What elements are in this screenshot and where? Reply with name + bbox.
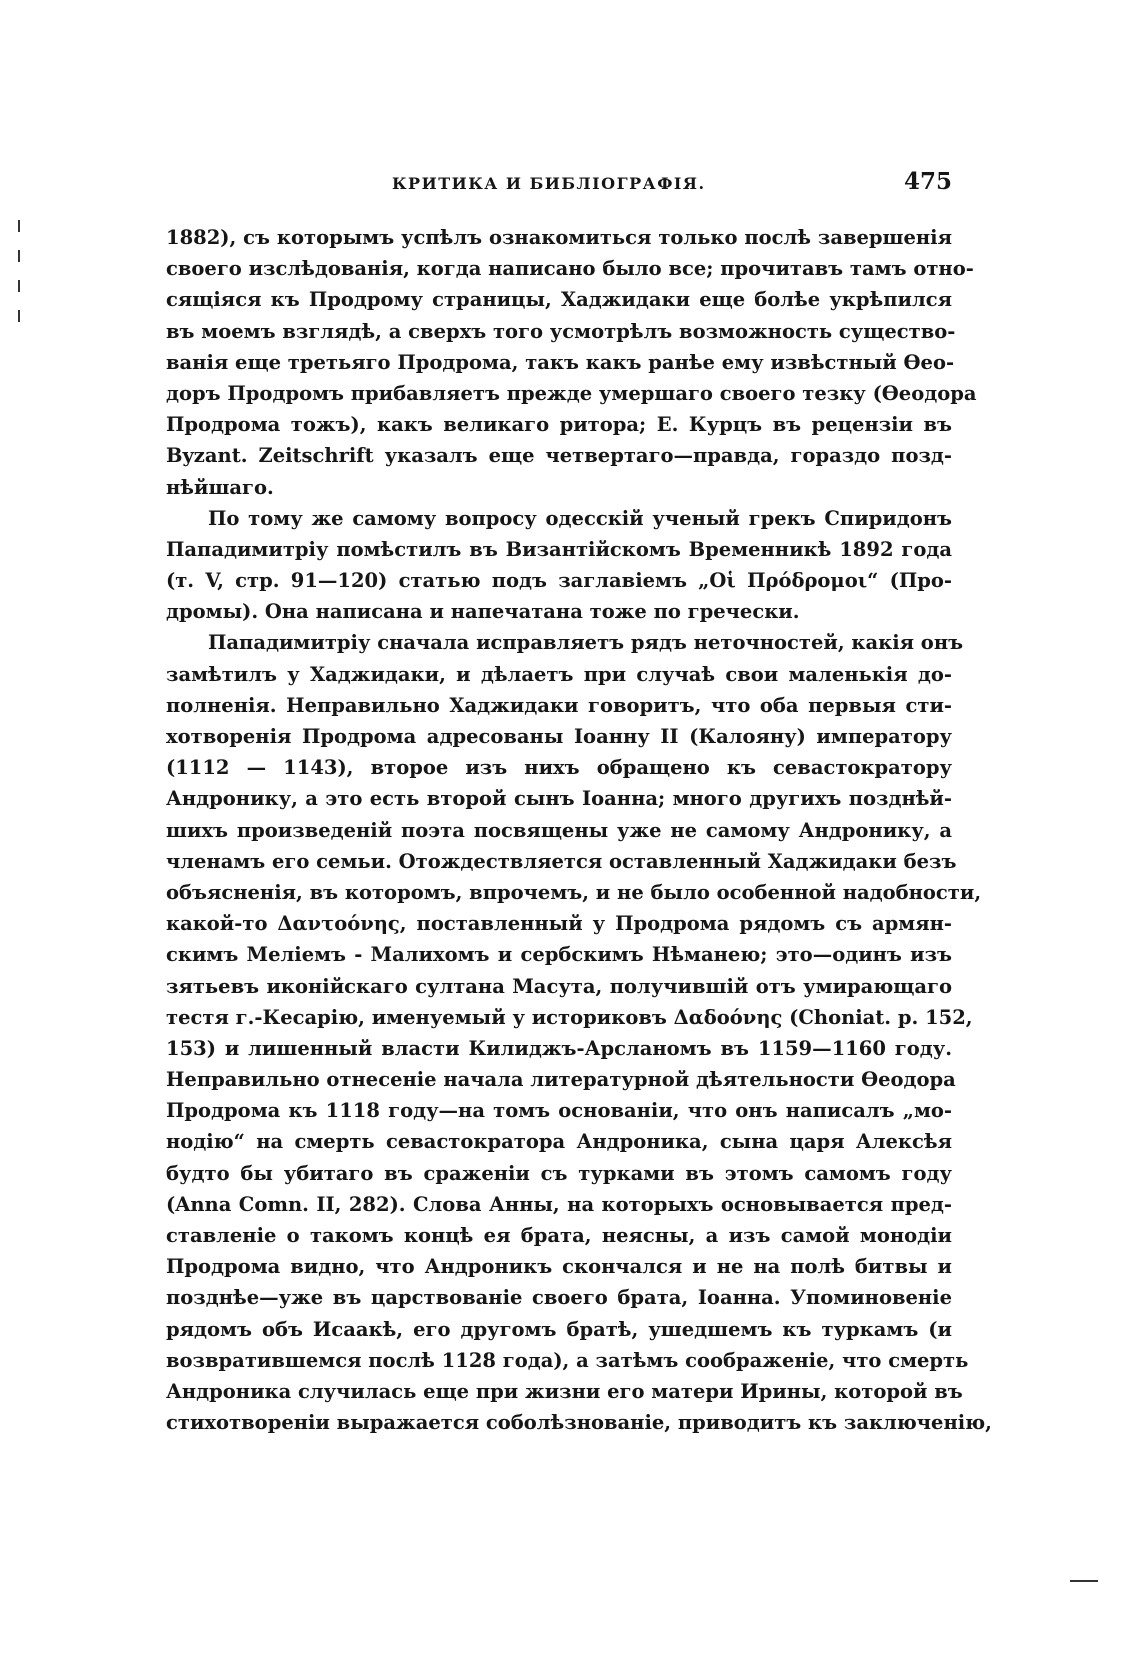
margin-mark xyxy=(18,280,20,292)
text-line: По тому же самому вопросу одесскій ученый грекъ Спиридонъ xyxy=(208,506,952,530)
text-line: какой-то Δαντοόνης, поставленный у Продрома рядомъ съ армян- xyxy=(166,912,952,936)
text-line: полненія. Неправильно Хаджидаки говоритъ, что оба первыя сти- xyxy=(166,693,952,717)
text-line: нѣйшаго. xyxy=(166,475,274,499)
footer-dash xyxy=(1070,1580,1098,1582)
text-line: доръ Продромъ прибавляетъ прежде умершаго своего тезку (Ѳеодора xyxy=(166,381,977,405)
text-line: своего изслѣдованія, когда написано было все; прочитавъ тамъ отно- xyxy=(166,257,974,281)
text-line: возвратившемся послѣ 1128 года), а затѣмъ соображеніе, что смерть xyxy=(166,1348,969,1372)
text-line: Андронику, а это есть второй сынъ Іоанна; много другихъ позднѣй- xyxy=(166,787,952,811)
text-line: тестя г.-Кесарію, именуемый у историковъ Δαδοόνης (Choniat. p. 152, xyxy=(166,1005,973,1029)
text-line: сящіяся къ Продрому страницы, Хаджидаки еще болѣе укрѣпился xyxy=(166,288,952,312)
running-title: КРИТИКА И БИБЛІОГРАФІЯ. xyxy=(392,174,706,193)
text-line: Продрома видно, что Андроникъ скончался и не на полѣ битвы и xyxy=(166,1255,952,1279)
text-line: рядомъ объ Исаакѣ, его другомъ братѣ, ушедшемъ къ туркамъ (и xyxy=(166,1317,952,1341)
text-line: скимъ Меліемъ - Малихомъ и сербскимъ Нѣманею; это—одинъ изъ xyxy=(166,943,952,967)
text-line: членамъ его семьи. Отождествляется оставленный Хаджидаки безъ xyxy=(166,849,957,873)
text-line: въ моемъ взглядѣ, а сверхъ того усмотрѣлъ возможность существо- xyxy=(166,319,956,343)
body-text xyxy=(166,222,992,1438)
text-line: Byzant. Zeitschrift указалъ еще четвертаго—правда, гораздо позд- xyxy=(166,444,952,468)
margin-mark xyxy=(18,250,20,262)
text-line: дромы). Она написана и напечатана тоже по гречески. xyxy=(166,600,800,624)
text-line: зятьевъ иконійскаго султана Масута, получившій отъ умирающаго xyxy=(166,974,952,998)
text-line: будто бы убитаго въ сраженіи съ турками въ этомъ самомъ году xyxy=(166,1161,952,1185)
text-line: Неправильно отнесеніе начала литературной дѣятельности Ѳеодора xyxy=(166,1068,956,1092)
text-line: замѣтилъ у Хаджидаки, и дѣлаетъ при случаѣ свои маленькія до- xyxy=(166,662,952,686)
text-line: ставленіе о такомъ концѣ ея брата, неясны, а изъ самой монодіи xyxy=(166,1224,952,1247)
text-line: шихъ произведеній поэта посвящены уже не самому Андронику, а xyxy=(166,818,952,842)
text-line: Пападимитріу помѣстилъ въ Византійскомъ Временникѣ 1892 года xyxy=(166,537,952,561)
text-line: стихотвореніи выражается соболѣзнованіе, приводитъ къ заключенію, xyxy=(166,1411,992,1435)
text-line: Андроника случилась еще при жизни его матери Ирины, которой въ xyxy=(166,1379,963,1403)
text-line: нодію“ на смерть севастократора Андроника, сына царя Алексѣя xyxy=(166,1130,952,1154)
text-line: хотворенія Продрома адресованы Іоанну II (Калояну) императору xyxy=(166,725,952,748)
text-line: Пападимитріу сначала исправляетъ рядъ неточностей, какія онъ xyxy=(208,631,964,655)
text-line: (Anna Comn. II, 282). Слова Анны, на которыхъ основывается пред- xyxy=(166,1192,952,1216)
text-line: ванія еще третьяго Продрома, такъ какъ ранѣе ему извѣстный Ѳео- xyxy=(166,350,955,374)
margin-marks xyxy=(18,220,28,340)
margin-mark xyxy=(18,310,20,322)
text-line: объясненія, въ которомъ, впрочемъ, и не было особенной надобности, xyxy=(166,880,982,904)
text-line: Продрома къ 1118 году—на томъ основаніи, что онъ написалъ „мо- xyxy=(166,1099,952,1123)
text-line: позднѣе—уже въ царствованіе своего брата, Іоанна. Упоминовеніе xyxy=(166,1286,952,1310)
margin-mark xyxy=(18,220,20,232)
text-line: Продрома тожъ), какъ великаго ритора; Е. Курцъ въ рецензіи въ xyxy=(166,413,952,437)
page-header xyxy=(170,168,952,204)
text-line: (1112 — 1143), второе изъ нихъ обращено къ севастократору xyxy=(166,756,952,780)
page-number: 475 xyxy=(903,168,952,195)
text-line: 1882), съ которымъ успѣлъ ознакомиться только послѣ завершенія xyxy=(166,226,952,249)
text-line: 153) и лишенный власти Килиджъ-Арсланомъ въ 1159—1160 году. xyxy=(166,1036,952,1060)
text-line: (т. V, стр. 91—120) статью подъ заглавіемъ „Οἱ Πρόδρομοι“ (Про- xyxy=(166,569,952,593)
